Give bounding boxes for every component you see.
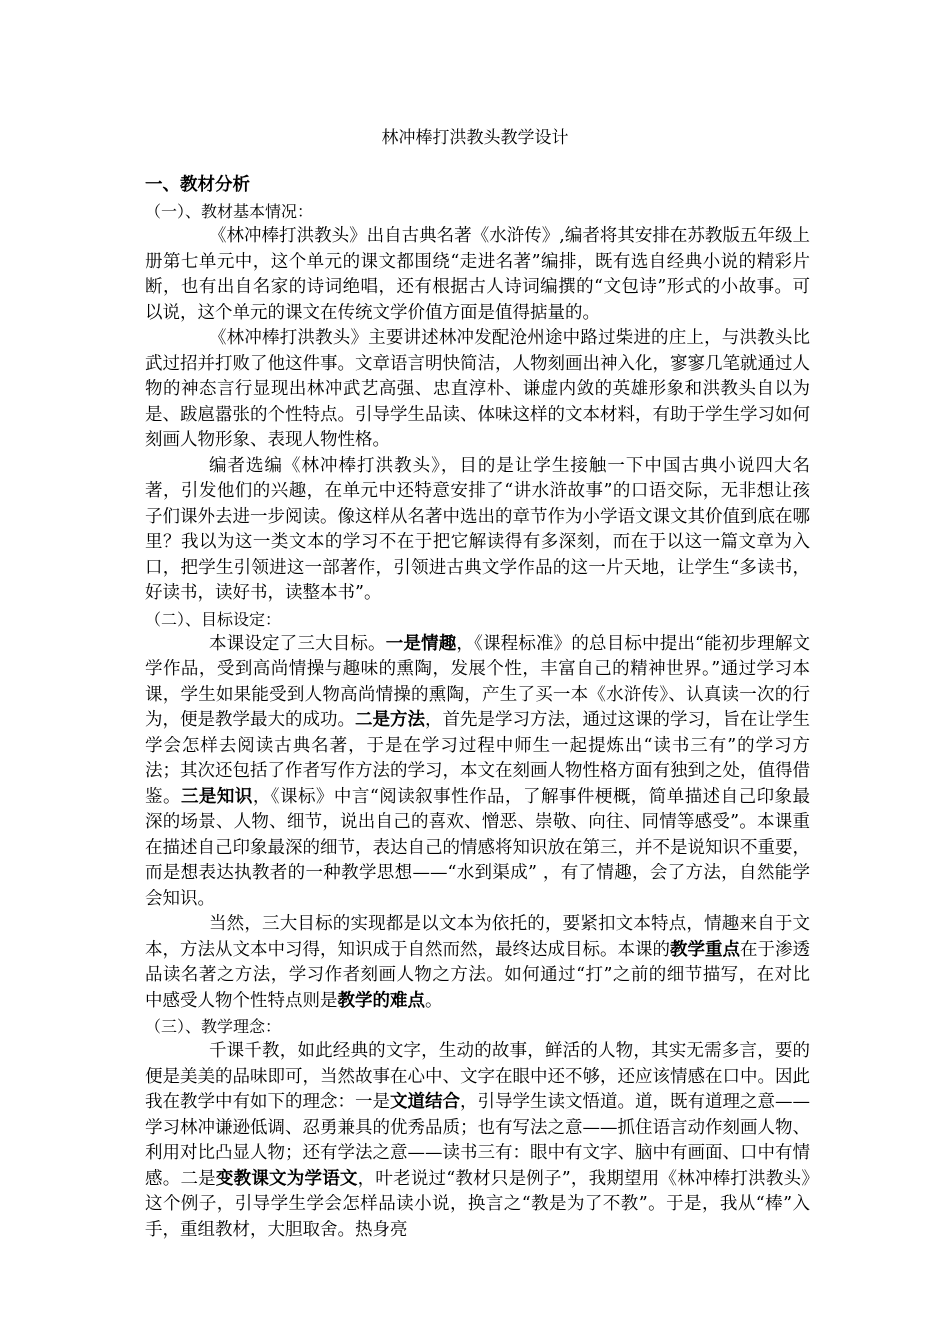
bold-term-method: 二是方法	[355, 710, 425, 730]
subheading-goal-setting: （二）、目标设定：	[145, 609, 282, 629]
paragraph-philosophy-1	[145, 1039, 810, 1243]
bold-term-key-point: 教学重点	[670, 939, 740, 960]
section-heading-textbook-analysis: 一、教材分析	[145, 175, 250, 195]
text-run: ，首先是学习方法，通过这课的学习，旨在让学生学会怎样去阅读古典名著，于是在学习过程中师生一起提炼出“读书三有”的学习方法；其次还包括了作者写作方法的学习，本文在刻画人物性格方面有独到之处，值得借鉴。	[145, 710, 810, 807]
subheading-basic-info: （一）、教材基本情况：	[145, 202, 314, 221]
bold-term-difficulty: 教学的难点	[337, 990, 425, 1011]
text-run: 本课设定了三大目标。	[209, 633, 386, 654]
text-run: 在于渗透品读名著之方法，学习作者刻画人物之方法。如何通过“打”之前的细节描写，在对比中感受人物个性特点则是	[145, 939, 810, 1011]
paragraph-basic-info-1: 《林冲棒打洪教头》出自古典名著《水浒传》,编者将其安排在苏教版五年级上册第七单元中，这个单元的课文都围绕“走进名著”编排，既有选自经典小说的精彩片断，也有出自名家的诗词绝唱，还有根据古人诗词编撰的“文包诗”形式的小故事。可以说，这个单元的课文在传统文学价值方面是值得掂量的。	[145, 226, 810, 323]
bold-term-learn-language: 变教课文为学语文	[215, 1168, 358, 1189]
text-run: ，叶老说过“教材只是例子”，我期望用《林冲棒打洪教头》这个例子，引导学生学会怎样品读小说，换言之“教是为了不教”。于是，我从“棒”入手，重组教材，大胆取舍。热身亮	[145, 1168, 811, 1240]
document-body	[145, 172, 810, 1243]
paragraph-basic-info-3: 编者选编《林冲棒打洪教头》，目的是让学生接触一下中国古典小说四大名著，引发他们的兴趣，在单元中还特意安排了“讲水浒故事”的口语交际，无非想让孩子们课外去进一步阅读。像这样从名著中选出的章节作为小学语文课文其价值到底在哪里？我以为这一类文本的学习不在于把它解读得有多深刻，而在于以这一篇文章为入口，把学生引领进这一部著作，引领进古典文学作品的这一片天地，让学生“多读书，好读书，读好书，读整本书”。	[145, 455, 810, 603]
bold-term-text-and-principle: 文道结合	[390, 1092, 460, 1112]
text-run: 当然，三大目标的实现都是以文本为依托的，要紧扣文本特点，情趣来自于文本，方法从文本中习得，知识成于自然而然，最终达成目标。本课的	[145, 914, 810, 960]
bold-term-knowledge: 三是知识	[180, 786, 253, 807]
text-run: ，引导学生读文悟道。道，既有道理之意——学习林冲谦逊低调、忍勇兼具的优秀品质；也有写法之意——抓住语言动作刻画人物、利用对比凸显人物；还有学法之意——读书三有：眼中有文字、脑中有画面、口中有情感。二是	[145, 1092, 810, 1189]
text-run: ，《课标》中言“阅读叙事性作品，了解事件梗概，简单描述自己印象最深的场景、人物、细节，说出自己的喜欢、憎恶、崇敬、向往、同情等感受”。本课重在描述自己印象最深的细节，表达自己的情感将知识放在第三，并不是说知识不重要，而是想表达执教者的一种教学思想——“水到渠成” ，有了情趣，会了方法，自然能学会知识。	[145, 786, 810, 909]
document-title: 林冲棒打洪教头教学设计	[381, 128, 569, 148]
paragraph-basic-info-2: 《林冲棒打洪教头》主要讲述林冲发配沧州途中路过柴进的庄上，与洪教头比武过招并打败了他这件事。文章语言明快简洁，人物刻画出神入化，寥寥几笔就通过人物的神态言行显现出林冲武艺高强、忠直淳朴、谦虚内敛的英雄形象和洪教头自以为是、跋扈嚣张的个性特点。引导学生品读、体味这样的文本材料，有助于学生学习如何刻画人物形象、表现人物性格。	[145, 328, 810, 450]
subheading-teaching-philosophy: （三）、教学理念：	[145, 1017, 282, 1036]
text-run: ，《课程标准》的总目标中提出“能初步理解文学作品，受到高尚情操与趣味的熏陶，发展个性，丰富自己的精神世界。”通过学习本课，学生如果能受到人物高尚情操的熏陶，产生了买一本《水浒传》、认真读一次的行为，便是教学最大的成功。	[145, 633, 811, 730]
text-run: 。	[425, 990, 443, 1011]
paragraph-goals-2	[145, 912, 810, 1014]
text-run: 千课千教，如此经典的文字，生动的故事，鲜活的人物，其实无需多言，要的便是美美的品味即可，当然故事在心中、文字在眼中还不够，还应该情感在口中。因此我在教学中有如下的理念：一是	[145, 1041, 810, 1112]
bold-term-interest: 一是情趣	[385, 633, 457, 654]
paragraph-goals-1	[145, 632, 810, 913]
